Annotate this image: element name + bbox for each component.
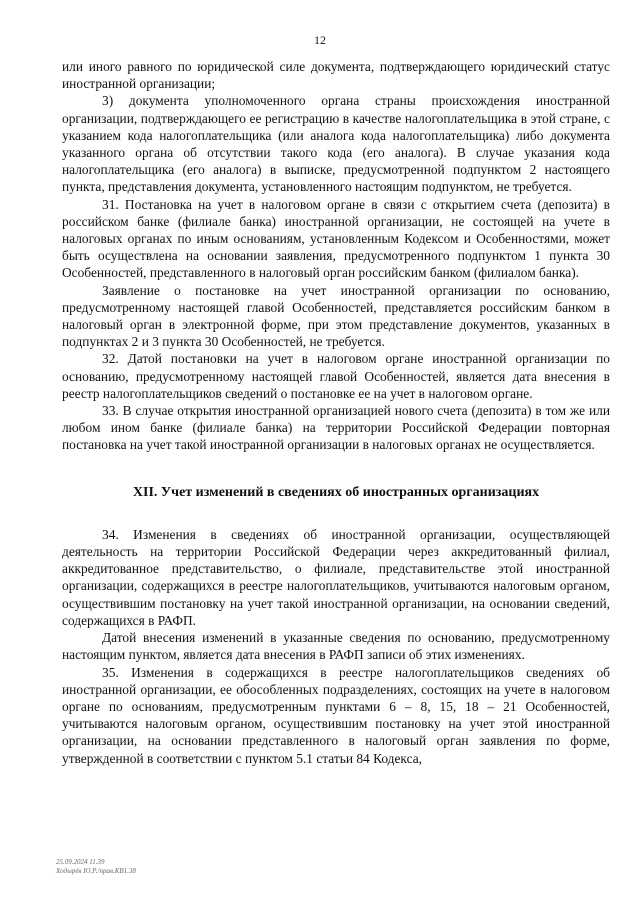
- paragraph-31-statement: Заявление о постановке на учет иностранной организации по основанию, предусмотренному настоящей главой Особенностей, представляется российским банком в налоговый орган в электронной форме, при этом представление документов, указанных в подпунктах 2 и 3 пункта 30 Особенностей, не требуется.: [62, 282, 610, 350]
- footer-author: Ходырёв Ю.Р./прав.КВ1.38: [56, 867, 136, 875]
- paragraph-34-date: Датой внесения изменений в указанные сведения по основанию, предусмотренному настоящим пунктом, является дата внесения в РАФП записи об этих изменениях.: [62, 630, 610, 663]
- paragraph-31: 31. Постановка на учет в налоговом органе в связи с открытием счета (депозита) в российском банке (филиале банка) иностранной организации, не состоящей на учете в налоговых органах по иным основаниям, установленным Кодексом и Особенностями, может быть осуществлена на основании заявления, предусмотренного подпунктом 1 пункта 30 Особенностей, представленного в налоговый орган российским банком (филиалом банка).: [62, 196, 610, 281]
- document-body: [62, 58, 610, 767]
- paragraph-subitem-3: 3) документа уполномоченного органа страны происхождения иностранной организации, подтверждающего ее регистрацию в качестве налогоплательщика в этой стране, с указанием кода налогоплательщика (или аналога кода налогоплательщика) либо документа указанного органа об отсутствии такого кода (его аналога). В случае указания кода налогоплательщика (его аналога) в выписке, предусмотренной подпунктом 2 настоящего пункта, представления документа, установленного настоящим подпунктом, не требуется.: [62, 93, 610, 195]
- section-heading: XII. Учет изменений в сведениях об иностранных организациях: [132, 484, 540, 500]
- paragraph-35: 35. Изменения в содержащихся в реестре налогоплательщиков сведениях об иностранной организации, ее обособленных подразделениях, состоящих на учете в налоговом органе по основаниям, предусмотренным пунктами 6 – 8, 15, 18 – 21 Особенностей, учитываются налоговым органом, осуществившим постановку на учет этой иностранной организации, на основании представленного в налоговый орган заявления по форме, утвержденной в соответствии с пунктом 5.1 статьи 84 Кодекса,: [62, 664, 610, 766]
- paragraph-32: 32. Датой постановки на учет в налоговом органе иностранной организации по основанию, предусмотренному настоящей главой Особенностей, является дата внесения в реестр налогоплательщиков сведений о постановке ее на учет в налоговом органе.: [62, 351, 610, 401]
- footer-stamp: [56, 858, 136, 876]
- paragraph-33: 33. В случае открытия иностранной организацией нового счета (депозита) в том же или любом ином банке (филиале банка) на территории Российской Федерации повторная постановка на учет такой иностранной организации в налоговых органах не осуществляется.: [62, 403, 610, 453]
- page-number: 12: [314, 33, 326, 47]
- paragraph-34: 34. Изменения в сведениях об иностранной организации, осуществляющей деятельность на территории Российской Федерации через аккредитованный филиал, аккредитованное представительство, о филиале, представительстве этой иностранной организации, содержащихся в реестре налогоплательщиков, учитываются налоговым органом, осуществившим постановку на учет такой иностранной организации, на основании сведений, содержащихся в РАФП.: [62, 526, 610, 628]
- paragraph-continuation: или иного равного по юридической силе документа, подтверждающего юридический статус иностранной организации;: [62, 59, 610, 92]
- footer-timestamp: 25.09.2024 11.39: [56, 858, 105, 866]
